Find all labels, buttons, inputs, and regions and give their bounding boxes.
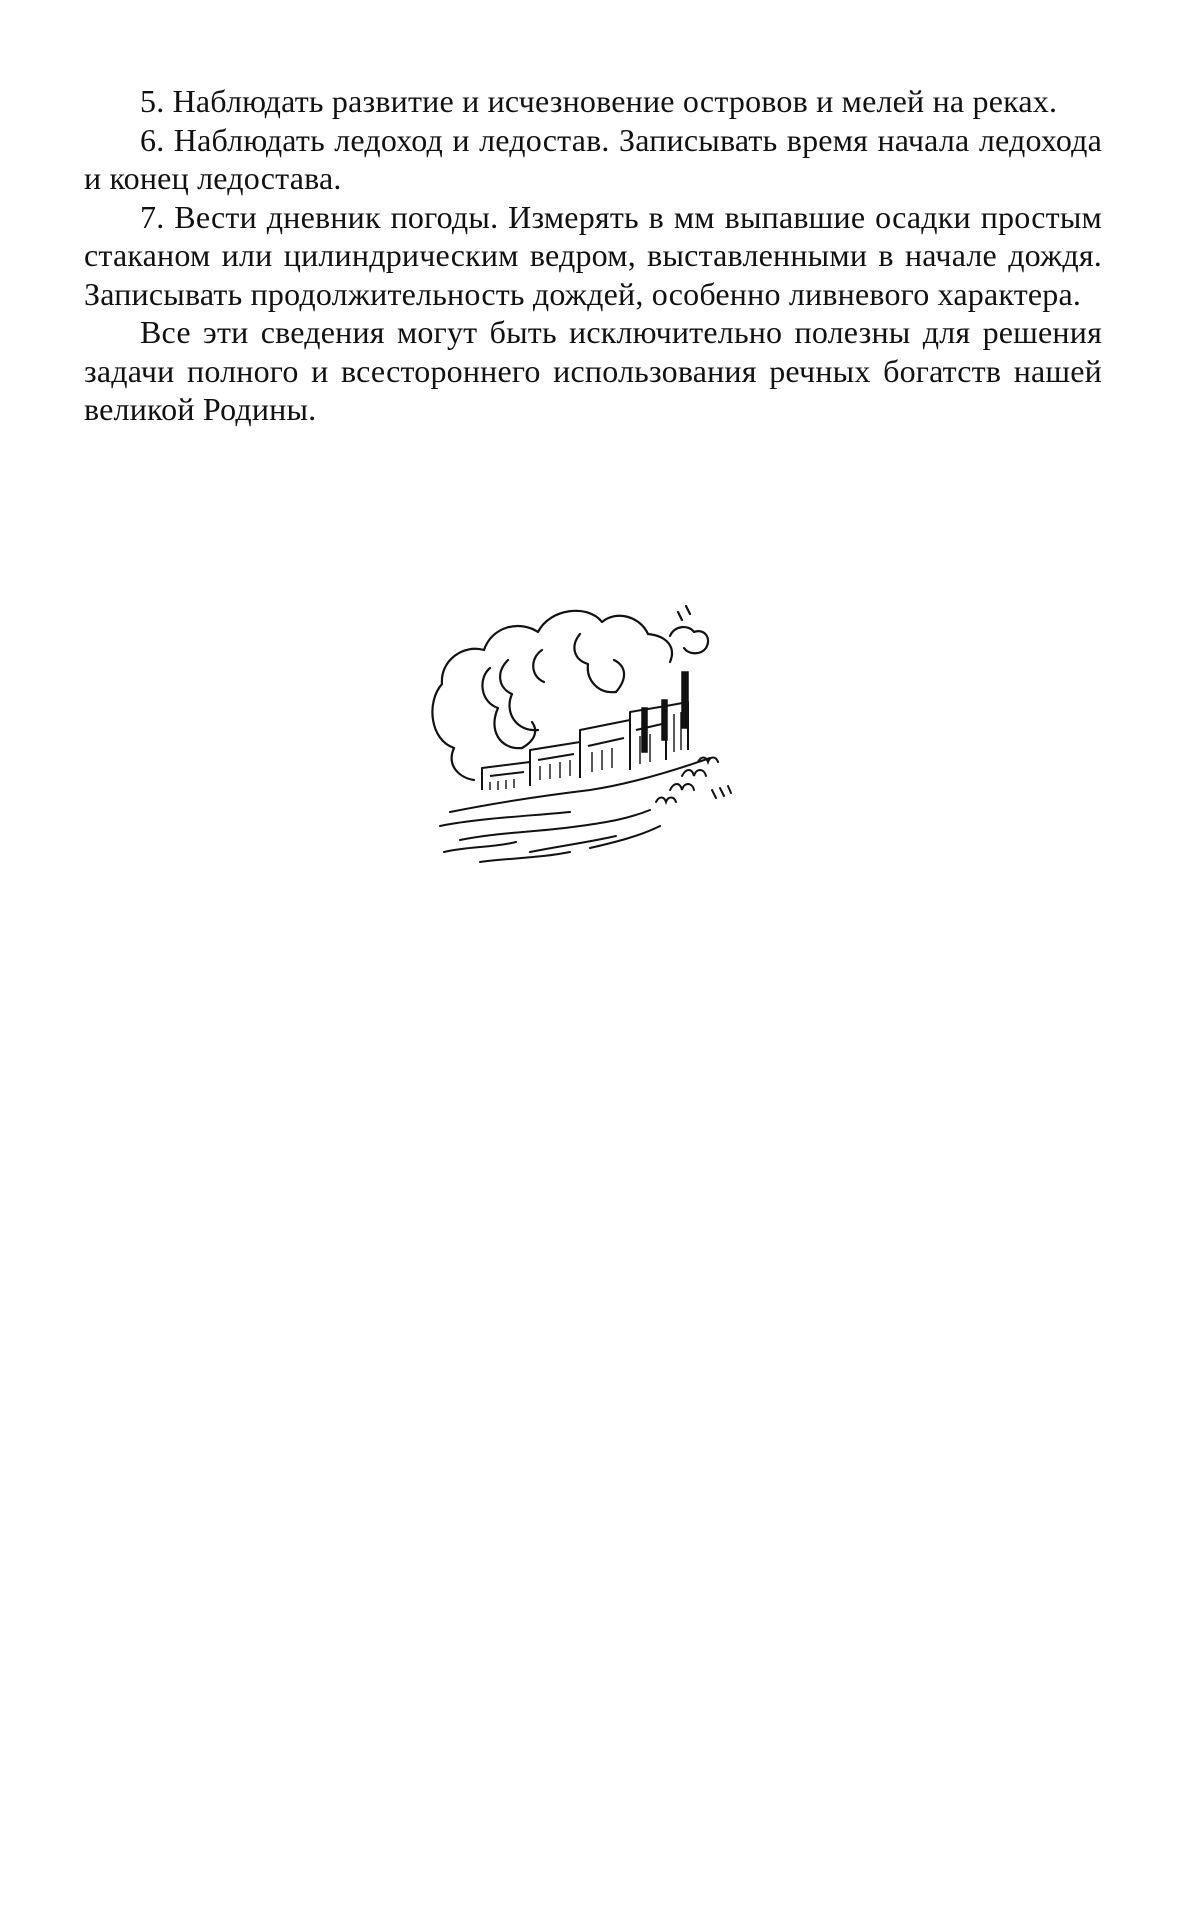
paragraph-5-text: 5. Наблюдать развитие и исчезновение островов и мелей на реках. — [140, 83, 1058, 119]
factory-riverside-illustration-icon — [420, 590, 760, 890]
paragraph-6-text: 6. Наблюдать ледоход и ледостав. Записывать время начала ледохода и конец ледостава. — [84, 121, 1102, 196]
closing-paragraph — [84, 313, 1102, 429]
closing-paragraph-text: Все эти сведения могут быть исключительно полезны для решения задачи полного и всестороннего использования речных богатств нашей великой Родины. — [84, 314, 1102, 427]
paragraph-7 — [84, 198, 1102, 314]
paragraph-7-text: 7. Вести дневник погоды. Измерять в мм выпавшие осадки простым стаканом или цилиндрическим ведром, выставленными в начале дождя. Записывать продолжительность дождей, особенно ливневого характера. — [84, 198, 1102, 312]
body-text — [84, 82, 1102, 429]
paragraph-6 — [84, 121, 1102, 198]
paragraph-5 — [84, 82, 1102, 121]
